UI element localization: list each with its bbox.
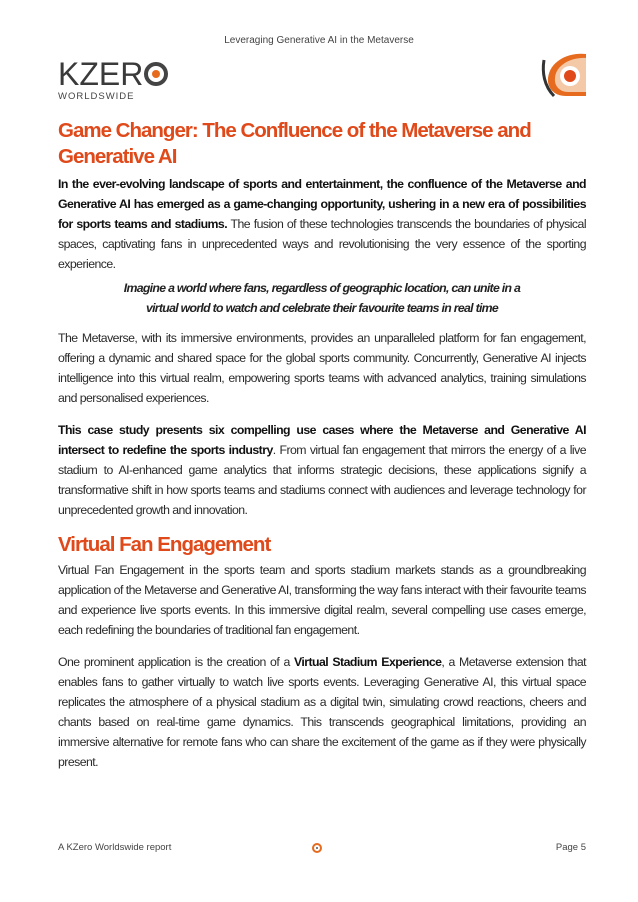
corner-swirl-icon xyxy=(540,52,588,98)
logo-o-icon xyxy=(144,62,168,86)
quote-line-2: virtual world to watch and celebrate their favourite teams in real time xyxy=(145,301,499,315)
running-header: Leveraging Generative AI in the Metaverse xyxy=(224,35,414,46)
section-title-game-changer: Game Changer: The Confluence of the Metaverse and Generative AI xyxy=(58,119,531,168)
case-study-text: . From virtual fan engagement that mirrors the energy of a live stadium to AI-enhanced game analytics that informs strategic decisions, these applications signify a transformative shift in how sports teams and stadiums connect with audiences and leverage technology for unprecedented growth and innovation. xyxy=(58,443,586,517)
fan-engagement-paragraph: Virtual Fan Engagement in the sports team and sports stadium markets stands as a groundbreaking application of the Metaverse and Generative AI, transforming the way fans interact with their favourite teams and experience live sports events. In this immersive digital realm, several compelling use cases emerge, each redefining the boundaries of traditional fan engagement. xyxy=(58,563,586,637)
quote-line-1: Imagine a world where fans, regardless of geographic location, can unite in a xyxy=(123,281,521,295)
logo-wordmark xyxy=(58,58,168,90)
virtual-stadium-text-before: One prominent application is the creation of a xyxy=(58,655,294,669)
logo-text: KZER xyxy=(58,56,144,92)
page-number: Page 5 xyxy=(555,842,586,853)
virtual-stadium-text-after: , a Metaverse extension that enables fans to gather virtually to watch live sports events. Leveraging Generative AI, this virtual space replicates the atmosphere of a physical stadium as a digital twin, simulating crowd reactions, cheers and chants based on real-time game dynamics. This transcends geographical limitations, providing an immersive alternative for remote fans who can share the excitement of the game as if they were physically present. xyxy=(58,655,586,769)
kzero-logo xyxy=(58,58,168,104)
main-content xyxy=(58,118,586,784)
intro-paragraph xyxy=(58,174,586,274)
intro-text: The fusion of these technologies transcends the boundaries of physical spaces, captivating fans in unprecedented ways and revolutionising the very essence of the sporting experience. xyxy=(58,217,586,271)
metaverse-paragraph: The Metaverse, with its immersive environments, provides an unparalleled platform for fan engagement, offering a dynamic and shared space for the global sports community. Concurrently, Generative AI injects intelligence into this virtual realm, empowering sports teams with advanced analytics, training simulations and personalised experiences. xyxy=(58,331,586,405)
intro-bold-text: In the ever-evolving landscape of sports and entertainment, the confluence of the Metaverse and Generative AI has emerged as a game-changing opportunity, ushering in a new era of possibilities for sports teams and stadiums. xyxy=(58,177,586,231)
case-study-bold-text: This case study presents six compelling use cases where the Metaverse and Generative AI intersect to redefine the sports industry xyxy=(58,423,586,457)
pull-quote xyxy=(58,278,586,318)
footer-logo-icon xyxy=(312,843,322,853)
virtual-stadium-paragraph xyxy=(58,652,586,772)
virtual-stadium-bold: Virtual Stadium Experience xyxy=(293,655,442,669)
footer-report-name: A KZero Worldswide report xyxy=(58,842,172,853)
section-title-virtual-fan-engagement: Virtual Fan Engagement xyxy=(58,533,271,556)
logo-subtitle: WORLDSWIDE xyxy=(58,91,135,102)
page-footer xyxy=(58,842,586,856)
case-study-paragraph xyxy=(58,420,586,520)
